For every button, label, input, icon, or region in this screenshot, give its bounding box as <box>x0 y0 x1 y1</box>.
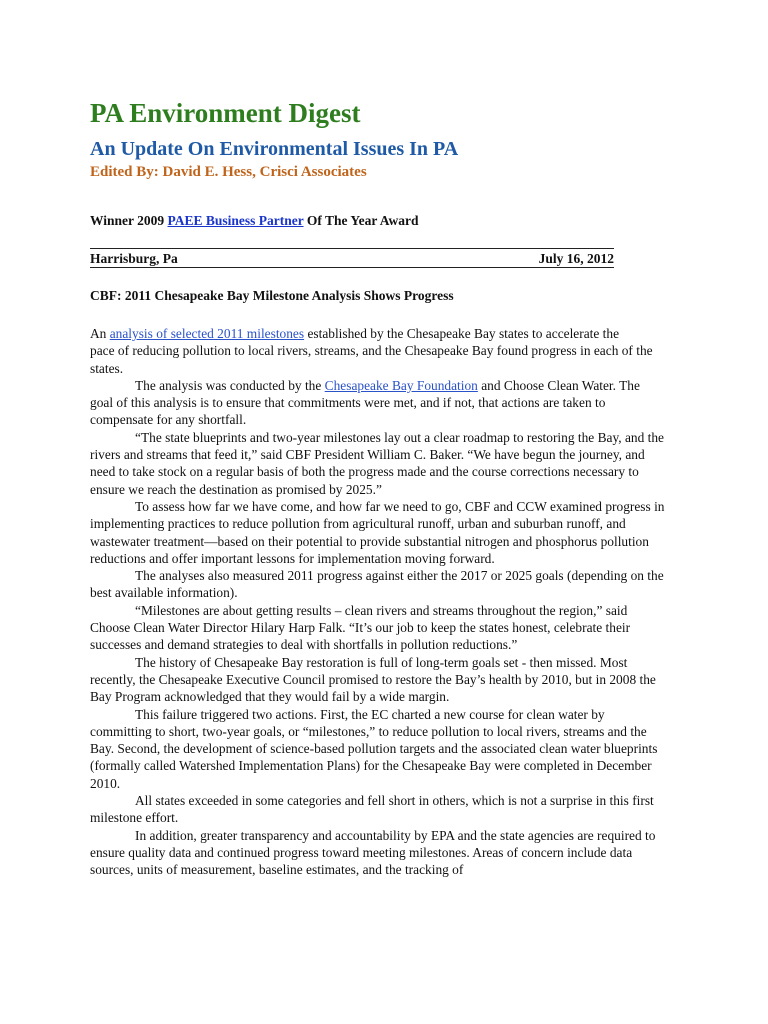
analysis-milestones-link[interactable]: analysis of selected 2011 milestones <box>109 326 305 341</box>
paee-business-partner-link[interactable]: PAEE Business Partner <box>167 213 304 228</box>
paragraph-1 <box>90 325 666 342</box>
paragraph-9: All states exceeded in some categories and fell short in others, which is not a surprise in this first milestone effort. <box>90 793 654 826</box>
editor-line: Edited By: David E. Hess, Crisci Associates <box>90 164 367 180</box>
chesapeake-bay-foundation-link[interactable]: Chesapeake Bay Foundation <box>324 377 478 393</box>
dateline-date: July 16, 2012 <box>538 251 614 266</box>
paragraph-4: To assess how far we have come, and how far we need to go, CBF and CCW examined progress in implementing practices to reduce pollution from agricultural runoff, urban and suburban runoff, and wastewater treatment—based on their potential to provide substantial nitrogen and phosphorus pollution reductions and offer important lessons for implementation moving forward. <box>90 498 665 566</box>
top-divider <box>90 248 614 249</box>
paragraph-10: In addition, greater transparency and accountability by EPA and the state agencies are required to ensure quality data and continued progress toward meeting milestones. Areas of concern include data sources, units of measurement, baseline estimates, and the tracking of <box>90 827 656 878</box>
award-suffix: Of The Year Award <box>303 213 419 228</box>
dateline <box>90 250 614 268</box>
article-body <box>90 325 666 879</box>
paragraph-1-continued: pace of reducing pollution to local rivers, streams, and the Chesapeake Bay found progress in each of the states. <box>90 343 653 376</box>
article-headline: CBF: 2011 Chesapeake Bay Milestone Analysis Shows Progress <box>90 288 454 303</box>
award-line <box>90 212 666 229</box>
dateline-place: Harrisburg, Pa <box>90 251 178 266</box>
paragraph-3: “The state blueprints and two-year milestones lay out a clear roadmap to restoring the Bay, and the rivers and streams that feed it,” said CBF President William C. Baker. “We have begun the journey, and need to take stock on a regular basis of both the progress made and the course corrections necessary to ensure we reach the destination as promised by 2025.” <box>90 429 665 497</box>
paragraph-7: The history of Chesapeake Bay restoration is full of long-term goals set - then missed. Most recently, the Chesapeake Executive Council promised to restore the Bay’s health by 2010, but in 2008 the Bay Program acknowledged that they would fail by a wide margin. <box>90 654 656 705</box>
p1-text-a: An <box>90 326 110 341</box>
publication-title: PA Environment Digest <box>90 98 361 128</box>
publication-subtitle: An Update On Environmental Issues In PA <box>90 138 459 160</box>
paragraph-5: The analyses also measured 2011 progress against either the 2017 or 2025 goals (depending on the best available information). <box>90 568 664 601</box>
document-page <box>90 96 666 879</box>
p2-text-a: The analysis was conducted by the <box>135 377 325 393</box>
p2-text-b: and Choose Clean Water. The goal of this analysis is to ensure that commitments were met, and if not, that actions are taken to compensate for any shortfall. <box>90 377 640 428</box>
paragraph-8: This failure triggered two actions. First, the EC charted a new course for clean water by committing to short, two-year goals, or “milestones,” to reduce pollution to local rivers, streams and the Bay. Second, the development of science-based pollution targets and the associated clean water blueprints (formally called Watershed Implementation Plans) for the Chesapeake Bay were completed in December 2010. <box>90 706 658 791</box>
paragraph-2 <box>90 377 666 429</box>
paragraph-6: “Milestones are about getting results – clean rivers and streams throughout the region,” said Choose Clean Water Director Hilary Harp Falk. “It’s our job to keep the states honest, celebrate their successes and demand strategies to deal with shortfalls in pollution reductions.” <box>90 602 631 653</box>
award-prefix: Winner 2009 <box>90 213 168 228</box>
p1-text-b: established by the Chesapeake Bay states to accelerate the <box>304 326 620 341</box>
